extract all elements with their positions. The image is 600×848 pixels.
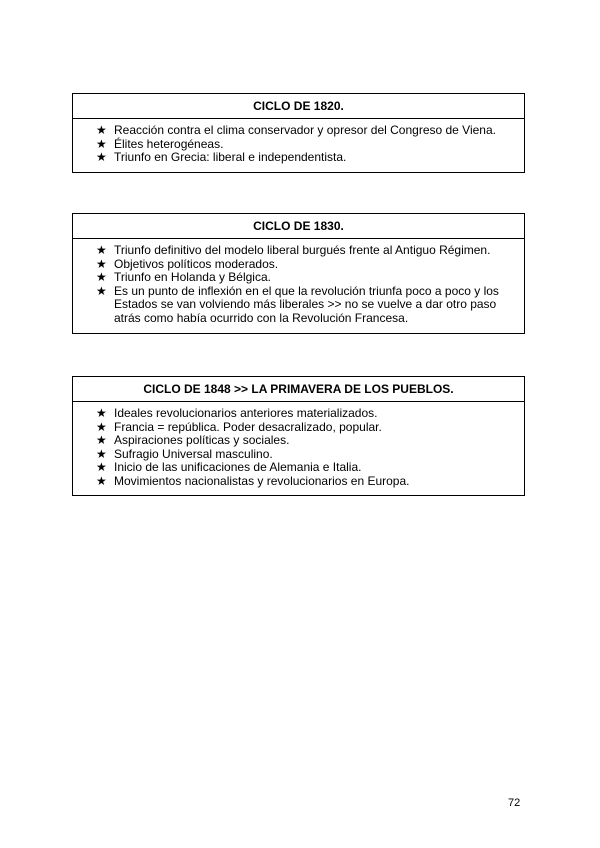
list-item: ★ Es un punto de inflexión en el que la revolución triunfa poco a poco y los Estados se van volviendo más liberales >> no se vuelve a dar otro paso atrás como había ocurrido con la Revolución Francesa. <box>96 283 499 325</box>
list-item: ★ Triunfo definitivo del modelo liberal burgués frente al Antiguo Régimen. <box>96 243 491 257</box>
list-item: ★ Reacción contra el clima conservador y opresor del Congreso de Viena. <box>96 123 496 137</box>
star-icon: ★ <box>96 406 107 420</box>
list-item: ★ Ideales revolucionarios anteriores materializados. <box>96 406 378 420</box>
bullet-list <box>73 124 524 165</box>
bullet-list <box>73 407 524 489</box>
star-icon: ★ <box>96 419 107 434</box>
section-title: CICLO DE 1830. <box>73 214 524 239</box>
star-icon: ★ <box>96 473 107 488</box>
star-icon: ★ <box>96 283 107 298</box>
list-item: ★ Triunfo en Holanda y Bélgica. <box>96 270 271 285</box>
list-item: ★ Sufragio Universal masculino. <box>96 446 273 461</box>
star-icon: ★ <box>96 446 107 461</box>
star-icon: ★ <box>96 270 107 285</box>
list-item: ★ Triunfo en Grecia: liberal e independentista. <box>96 150 347 165</box>
star-icon: ★ <box>96 123 107 137</box>
list-item: ★ Francia = república. Poder desacralizado, popular. <box>96 419 382 434</box>
section-title: CICLO DE 1848 >> LA PRIMAVERA DE LOS PUEBLOS. <box>73 377 524 402</box>
section-box-1820 <box>72 93 525 173</box>
section-box-1830 <box>72 213 525 334</box>
star-icon: ★ <box>96 243 107 257</box>
list-item: ★ Movimientos nacionalistas y revolucionarios en Europa. <box>96 473 410 488</box>
star-icon: ★ <box>96 460 107 475</box>
list-item: ★ Inicio de las unificaciones de Alemania e Italia. <box>96 460 362 475</box>
list-item: ★ Élites heterogéneas. <box>96 136 224 151</box>
page-number: 72 <box>508 797 521 809</box>
star-icon: ★ <box>96 136 107 151</box>
list-item: ★ Objetivos políticos moderados. <box>96 256 279 271</box>
star-icon: ★ <box>96 433 107 448</box>
section-title: CICLO DE 1820. <box>73 94 524 119</box>
star-icon: ★ <box>96 256 107 271</box>
list-item: ★ Aspiraciones políticas y sociales. <box>96 433 290 448</box>
section-box-1848 <box>72 376 525 496</box>
star-icon: ★ <box>96 150 107 165</box>
bullet-list <box>73 244 524 326</box>
